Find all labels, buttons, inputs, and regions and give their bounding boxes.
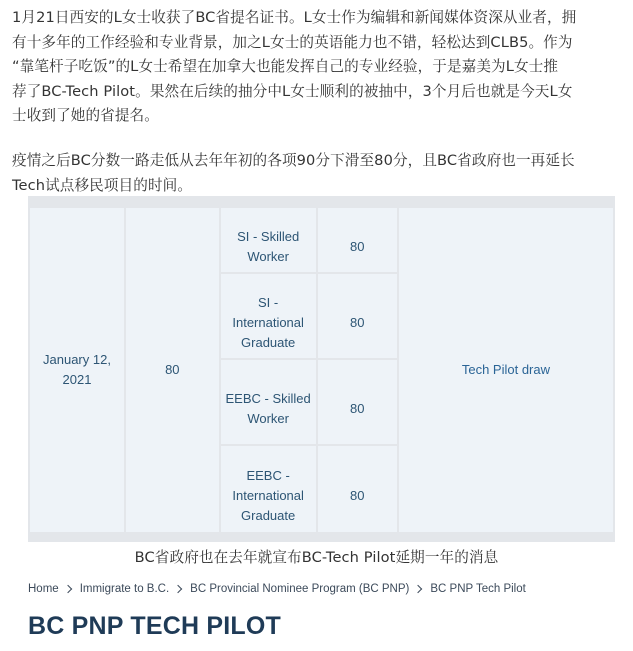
draw-type-link[interactable]: Tech Pilot draw <box>461 362 551 377</box>
breadcrumb <box>28 580 526 598</box>
image-caption: BC省政府也在去年就宣布BC-Tech Pilot延期一年的消息 <box>134 549 499 566</box>
paragraph-line: 疫情之后BC分数一路走低从去年年初的各项90分下滑至80分，且BC省政府也一再延长 <box>12 152 575 169</box>
chevron-right-icon <box>174 585 182 593</box>
article-paragraph-1 <box>12 6 624 129</box>
chevron-right-icon <box>414 585 422 593</box>
draw-results-table <box>28 208 615 532</box>
paragraph-line: “靠笔杆子吃饭”的L女士希望在加拿大也能发挥自己的专业经验，于是嘉美为L女士推 <box>12 58 559 75</box>
draw-type-cell <box>399 208 613 532</box>
screenshot-table-image <box>28 196 615 542</box>
min-score-cell: 80 <box>318 446 397 532</box>
breadcrumb-home-link[interactable]: Home <box>28 583 59 595</box>
article-paragraph-2 <box>12 149 624 198</box>
breadcrumb-immigrate-link[interactable]: Immigrate to B.C. <box>79 583 170 595</box>
paragraph-line: 士收到了她的省提名。 <box>12 107 159 124</box>
paragraph-line: Tech试点移民项目的时间。 <box>12 176 193 194</box>
draw-date-cell: January 12, 2021 <box>30 208 124 532</box>
min-score-cell: 80 <box>318 208 397 274</box>
chevron-right-icon <box>63 585 71 593</box>
table-row <box>30 208 613 274</box>
min-score-cell: 80 <box>318 360 397 446</box>
page-title: BC PNP TECH PILOT <box>28 612 281 640</box>
category-cell: SI - International Graduate <box>221 274 316 360</box>
category-cell: SI - Skilled Worker <box>221 208 316 274</box>
category-cell: EEBC - International Graduate <box>221 446 316 532</box>
min-score-cell: 80 <box>318 274 397 360</box>
paragraph-line: 1月21日西安的L女士收获了BC省提名证书。L女士作为编辑和新闻媒体资深从业者，拥 <box>12 9 577 26</box>
breadcrumb-bc-pnp-link[interactable]: BC Provincial Nominee Program (BC PNP) <box>190 583 410 595</box>
paragraph-line: 荐了BC-Tech Pilot。果然在后续的抽分中L女士顺利的被抽中，3个月后也就是今天L女 <box>12 82 573 100</box>
category-cell: EEBC - Skilled Worker <box>221 360 316 446</box>
draw-score-cell: 80 <box>126 208 219 532</box>
paragraph-line: 有十多年的工作经验和专业背景，加之L女士的英语能力也不错，轻松达到CLB5。作为 <box>12 33 573 51</box>
breadcrumb-current-page[interactable]: BC PNP Tech Pilot <box>430 583 526 595</box>
